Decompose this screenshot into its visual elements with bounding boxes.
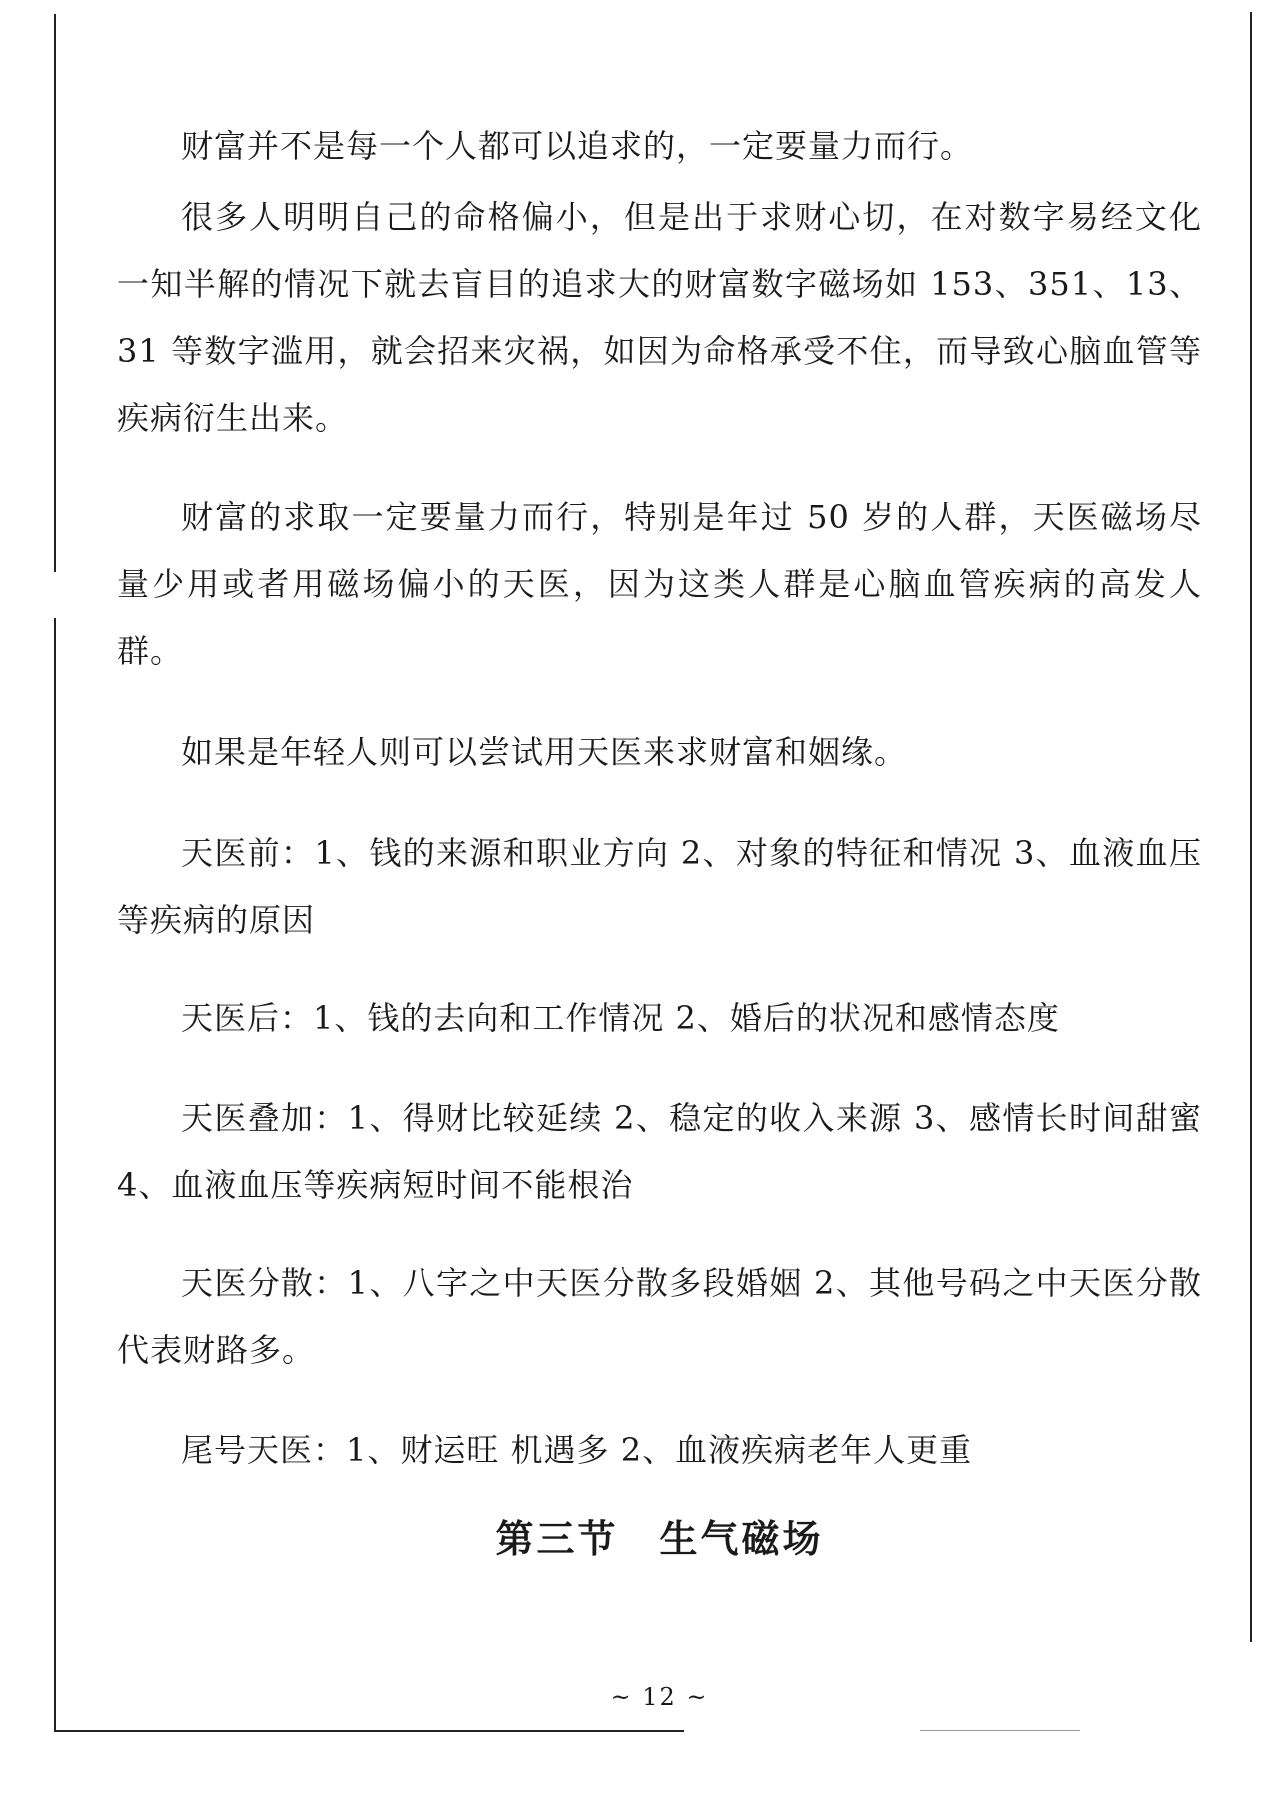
section-heading: 第三节 生气磁场 (495, 1517, 824, 1561)
page-border-left-bottom (54, 618, 56, 1731)
paragraph-tianyi-front: 天医前：1、钱的来源和职业方向 2、对象的特征和情况 3、血液血压等疾病的原因 (117, 834, 1202, 939)
paragraph-young-people: 如果是年轻人则可以尝试用天医来求财富和姻缘。 (181, 733, 908, 771)
paragraph-tianyi-tail: 尾号天医：1、财运旺 机遇多 2、血液疾病老年人更重 (181, 1431, 973, 1469)
paragraph-tianyi-overlap: 天医叠加：1、得财比较延续 2、稳定的收入来源 3、感情长时间甜蜜 4、血液血压等疾病短时间不能根治 (117, 1099, 1202, 1204)
page-border-right (1250, 12, 1252, 1642)
page-number: ~ 12 ~ (610, 1683, 709, 1711)
paragraph-fate-warning: 很多人明明自己的命格偏小，但是出于求财心切，在对数字易经文化一知半解的情况下就去盲目的追求大的财富数字磁场如 153、351、13、31 等数字滥用，就会招来灾祸，如因为命格承受不住，而导致心脑血管等疾病衍生出来。 (117, 198, 1202, 437)
page-border-bottom-right (920, 1730, 1080, 1731)
page-border-left-top (54, 14, 56, 572)
paragraph-wealth-intro: 财富并不是每一个人都可以追求的，一定要量力而行。 (181, 127, 974, 165)
paragraph-age-advice: 财富的求取一定要量力而行，特别是年过 50 岁的人群，天医磁场尽量少用或者用磁场偏小的天医，因为这类人群是心脑血管疾病的高发人群。 (117, 498, 1202, 670)
paragraph-tianyi-dispersed: 天医分散：1、八字之中天医分散多段婚姻 2、其他号码之中天医分散代表财路多。 (117, 1264, 1202, 1369)
paragraph-tianyi-back: 天医后：1、钱的去向和工作情况 2、婚后的状况和感情态度 (181, 999, 1060, 1037)
page-border-bottom (54, 1730, 684, 1732)
